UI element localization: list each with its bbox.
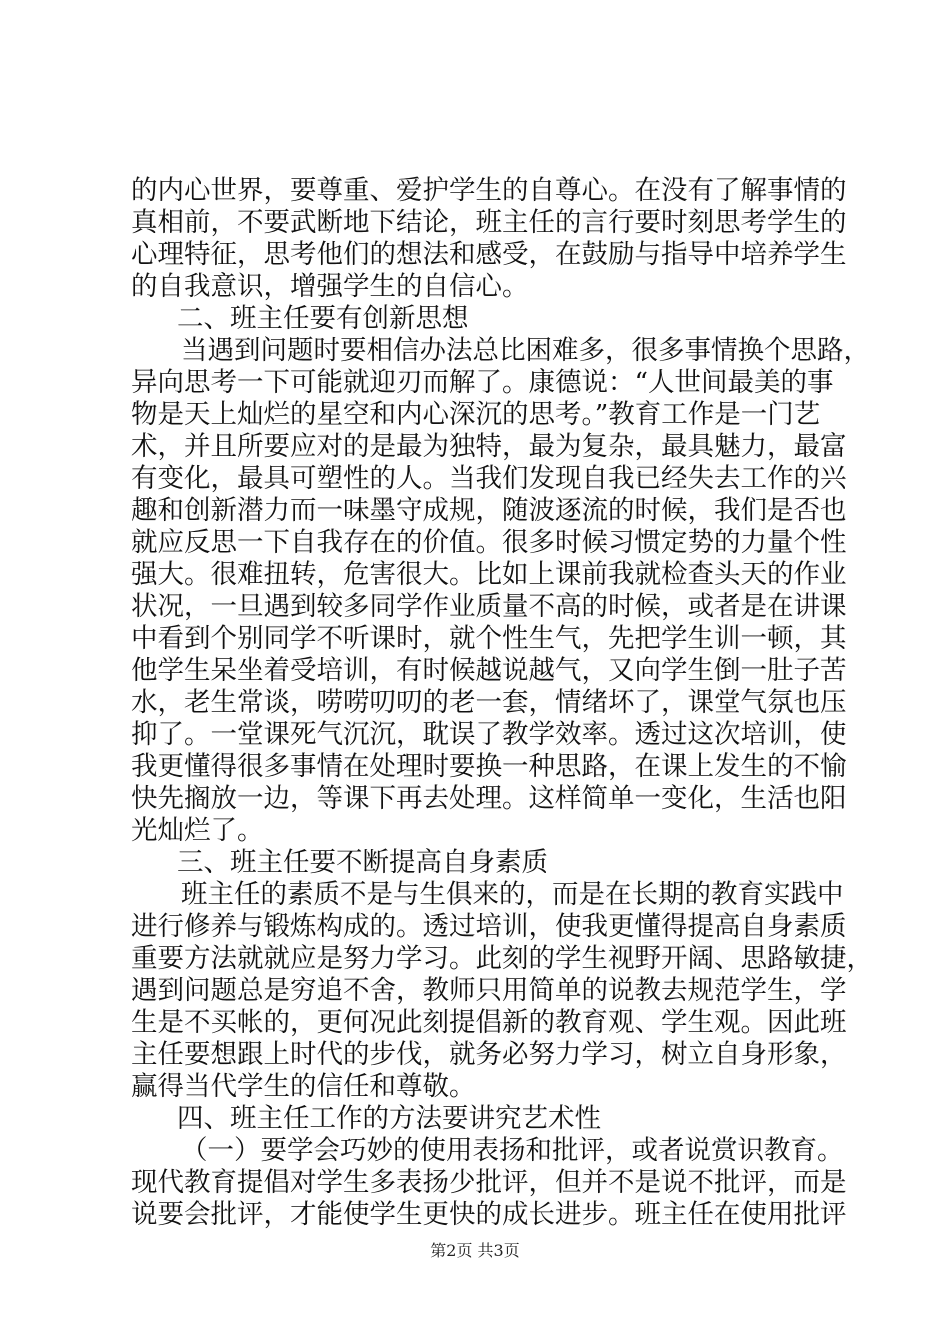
paragraph-line: 中看到个别同学不听课时，就个性生气，先把学生训一顿，其 [131, 623, 847, 654]
paragraph-line: 真相前，不要武断地下结论，班主任的言行要时刻思考学生的 [131, 207, 847, 238]
paragraph-line: 重要方法就就应是努力学习。此刻的学生视野开阔、思路敏捷， [131, 943, 873, 974]
paragraph-line: 我更懂得很多事情在处理时要换一种思路，在课上发生的不愉 [131, 751, 847, 782]
paragraph-line: （一）要学会巧妙的使用表扬和批评，或者说赏识教育。 [181, 1135, 844, 1166]
paragraph-line: 遇到问题总是穷追不舍，教师只用简单的说教去规范学生，学 [131, 975, 847, 1006]
paragraph-line: 快先搁放一边，等课下再去处理。这样简单一变化，生活也阳 [131, 783, 847, 814]
section-heading: 四、班主任工作的方法要讲究艺术性 [177, 1103, 601, 1134]
paragraph-line: 异向思考一下可能就迎刃而解了。康德说：“人世间最美的事 [131, 367, 834, 398]
paragraph-line: 赢得当代学生的信任和尊敬。 [131, 1071, 476, 1102]
paragraph-line: 强大。很难扭转，危害很大。比如上课前我就检查头天的作业 [131, 559, 847, 590]
paragraph-line: 术，并且所要应对的是最为独特，最为复杂，最具魅力，最富 [131, 431, 847, 462]
paragraph-line: 的自我意识，增强学生的自信心。 [131, 271, 529, 302]
paragraph-line: 水，老生常谈，唠唠叨叨的老一套，情绪坏了，课堂气氛也压 [131, 687, 847, 718]
paragraph-line: 进行修养与锻炼构成的。透过培训，使我更懂得提高自身素质 [131, 911, 847, 942]
page-footer: 第2页 共3页 [430, 1241, 520, 1260]
paragraph-line: 说要会批评，才能使学生更快的成长进步。班主任在使用批评 [131, 1199, 847, 1230]
paragraph-line: 生是不买帐的，更何况此刻提倡新的教育观、学生观。因此班 [131, 1007, 847, 1038]
paragraph-line: 有变化，最具可塑性的人。当我们发现自我已经失去工作的兴 [131, 463, 847, 494]
paragraph-line: 班主任的素质不是与生俱来的，而是在长期的教育实践中 [181, 879, 844, 910]
paragraph-line: 他学生呆坐着受培训，有时候越说越气，又向学生倒一肚子苦 [131, 655, 847, 686]
paragraph-line: 的内心世界，要尊重、爱护学生的自尊心。在没有了解事情的 [131, 175, 847, 206]
paragraph-line: 趣和创新潜力而一味墨守成规，随波逐流的时候，我们是否也 [131, 495, 847, 526]
paragraph-line: 物是天上灿烂的星空和内心深沉的思考。”教育工作是一门艺 [131, 399, 821, 430]
section-heading: 二、班主任要有创新思想 [177, 303, 469, 334]
paragraph-line: 状况，一旦遇到较多同学作业质量不高的时候，或者是在讲课 [131, 591, 847, 622]
paragraph-line: 光灿烂了。 [131, 815, 264, 846]
paragraph-line: 现代教育提倡对学生多表扬少批评，但并不是说不批评，而是 [131, 1167, 847, 1198]
paragraph-line: 当遇到问题时要相信办法总比困难多，很多事情换个思路， [181, 335, 870, 366]
section-heading: 三、班主任要不断提高自身素质 [177, 847, 548, 878]
paragraph-line: 抑了。一堂课死气沉沉，耽误了教学效率。透过这次培训，使 [131, 719, 847, 750]
paragraph-line: 就应反思一下自我存在的价值。很多时候习惯定势的力量个性 [131, 527, 847, 558]
paragraph-line: 心理特征，思考他们的想法和感受，在鼓励与指导中培养学生 [131, 239, 847, 270]
paragraph-line: 主任要想跟上时代的步伐，就务必努力学习，树立自身形象， [131, 1039, 847, 1070]
